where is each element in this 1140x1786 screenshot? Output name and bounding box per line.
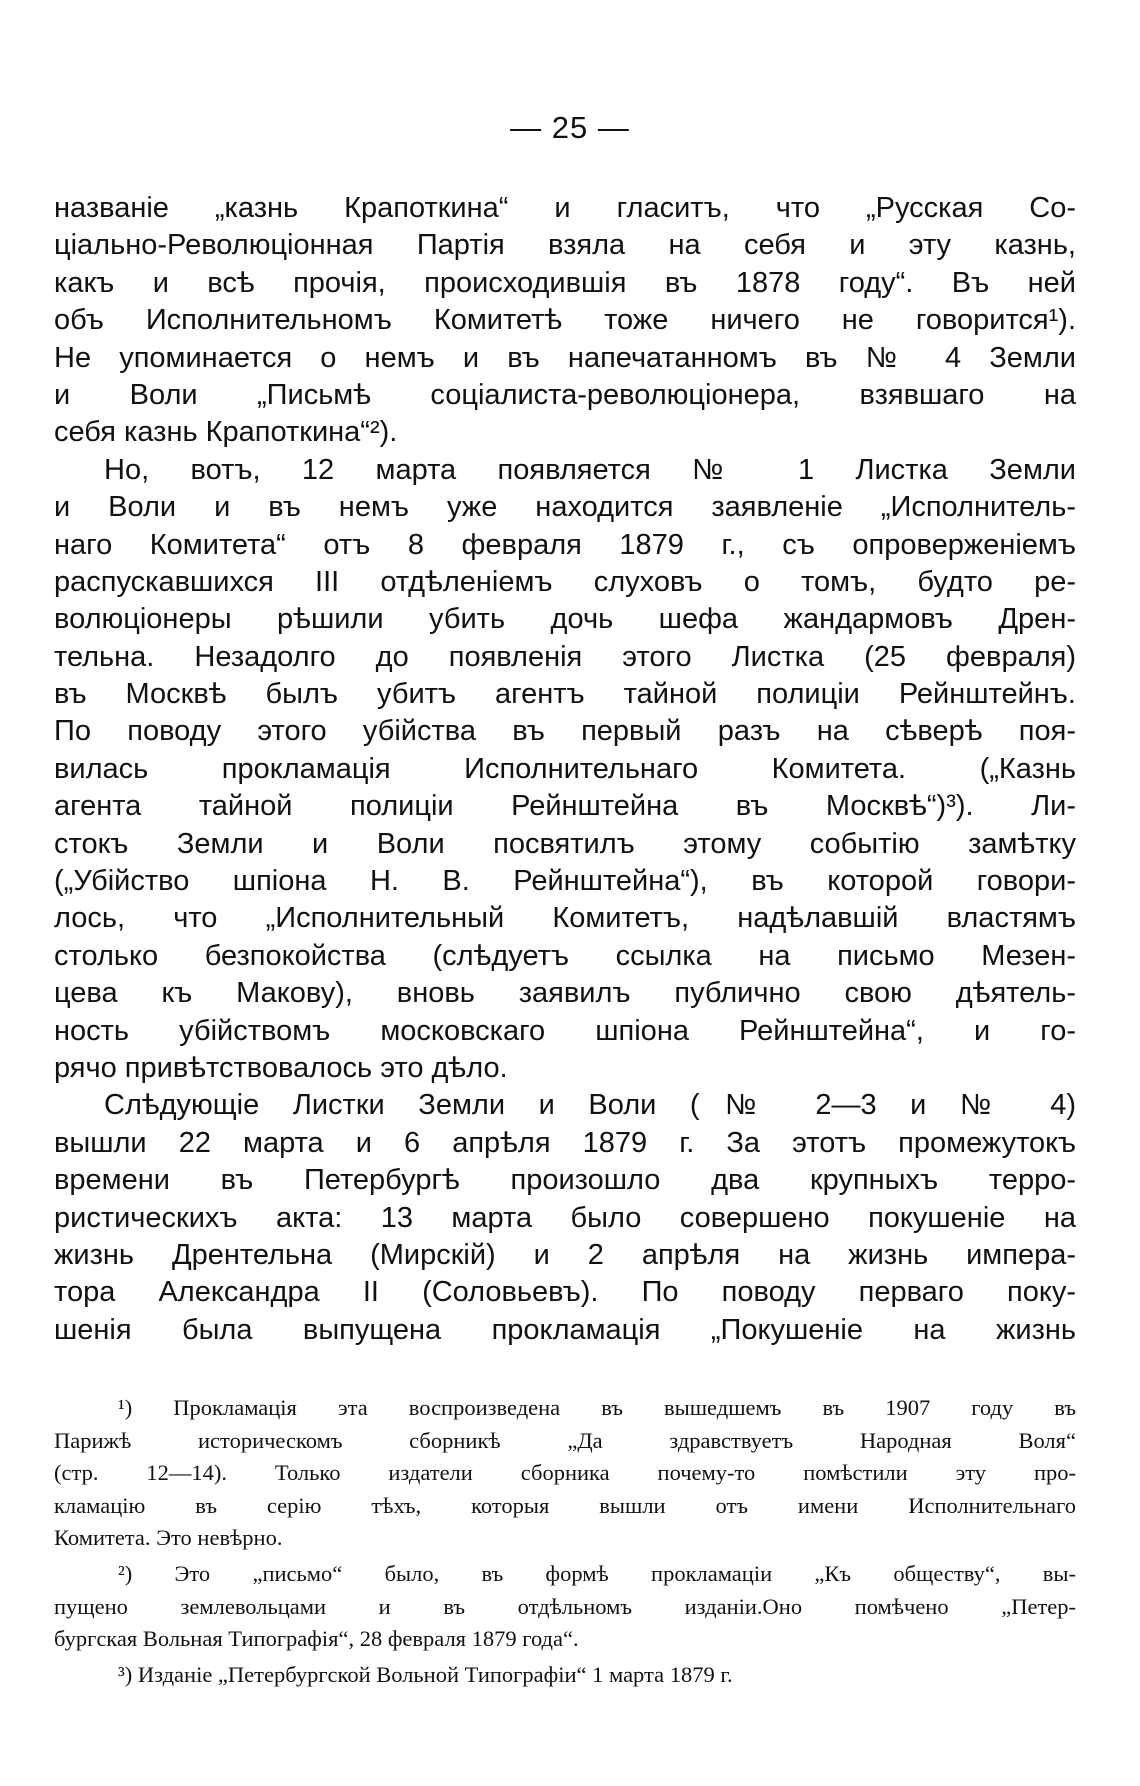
footnote-line: Парижѣ историческомъ сборникѣ „Да здравствуетъ Народная Воля“	[54, 1427, 1076, 1453]
text-line: себя казнь Крапоткина“²).	[54, 416, 398, 449]
text-line: („Убійство шпіона Н. В. Рейнштейна“), въ которой говори-	[54, 865, 1076, 898]
text-line: наго Комитета“ отъ 8 февраля 1879 г., съ опроверженіемъ	[54, 528, 1076, 561]
text-line: времени въ Петербургѣ произошло два крупныхъ терро-	[54, 1164, 1076, 1197]
footnotes	[54, 1392, 1076, 1691]
footnote-line: пущено землевольцами и въ отдѣльномъ изданіи.Оно помѣчено „Петер-	[54, 1593, 1076, 1619]
text-line: тора Александра II (Соловьевъ). По поводу перваго поку-	[54, 1276, 1076, 1309]
text-line: тельна. Незадолго до появленія этого Листка (25 февраля)	[54, 640, 1076, 673]
text-line: рячо привѣтствовалось это дѣло.	[54, 1051, 508, 1084]
text-line: Но, вотъ, 12 марта появляется № 1 Листка Земли	[104, 453, 1076, 486]
text-line: названіе „казнь Крапоткина“ и гласитъ, что „Русская Со-	[54, 192, 1076, 224]
text-line: цева къ Макову), вновь заявилъ публично свою дѣятель-	[54, 977, 1076, 1010]
footnote-line: ¹) Прокламація эта воспроизведена въ вышедшемъ въ 1907 году въ	[118, 1395, 1076, 1420]
text-line: какъ и всѣ прочія, происходившія въ 1878 году“. Въ ней	[54, 266, 1076, 299]
text-line: ціально-Революціонная Партія взяла на себя и эту казнь,	[54, 229, 1076, 262]
text-line: столько безпокойства (слѣдуетъ ссылка на письмо Мезен-	[54, 939, 1076, 972]
text-line: волюціонеры рѣшили убить дочь шефа жандармовъ Дрен-	[54, 603, 1076, 636]
text-line: вышли 22 марта и 6 апрѣля 1879 г. За этотъ промежутокъ	[54, 1126, 1076, 1159]
text-line: По поводу этого убійства въ первый разъ на сѣверѣ поя-	[54, 715, 1076, 748]
footnote-line: (стр. 12—14). Только издатели сборника почему-то помѣстили эту про-	[54, 1460, 1076, 1486]
text-line: распускавшихся III отдѣленіемъ слуховъ о томъ, будто ре-	[54, 565, 1076, 598]
text-line: стокъ Земли и Воли посвятилъ этому событію замѣтку	[54, 827, 1076, 860]
text-line: и Воли „Письмѣ соціалиста-революціонера, взявшаго на	[54, 378, 1076, 411]
footnote-line: ²) Это „письмо“ было, въ формѣ прокламаціи „Къ обществу“, вы-	[118, 1560, 1076, 1586]
footnote-line: ³) Изданіе „Петербургской Вольной Типографіи“ 1 марта 1879 г.	[118, 1661, 733, 1687]
footnote-line: кламацію въ серію тѣхъ, которыя вышли отъ имени Исполнительнаго	[54, 1492, 1076, 1518]
text-line: шенія была выпущена прокламація „Покушеніе на жизнь	[54, 1313, 1076, 1346]
footnote-line: бургская Вольная Типографія“, 28 февраля 1879 года“.	[54, 1626, 579, 1652]
footnote-line: Комитета. Это невѣрно.	[54, 1525, 283, 1551]
text-line: агента тайной полиціи Рейнштейна въ Москвѣ“)³). Ли-	[54, 790, 1076, 823]
text-line: лось, что „Исполнительный Комитетъ, надѣлавшій властямъ	[54, 902, 1076, 935]
text-line: ность убійствомъ московскаго шпіона Рейнштейна“, и го-	[54, 1014, 1076, 1047]
text-line: въ Москвѣ былъ убитъ агентъ тайной полиціи Рейнштейнъ.	[54, 678, 1076, 711]
text-line: вилась прокламація Исполнительнаго Комитета. („Казнь	[54, 752, 1076, 785]
page-number: — 25 —	[510, 110, 630, 145]
text-line: объ Исполнительномъ Комитетѣ тоже ничего не говорится¹).	[54, 304, 1076, 337]
text-line: ристическихъ акта: 13 марта было совершено покушеніе на	[54, 1201, 1076, 1234]
text-line: жизнь Дрентельна (Мирскій) и 2 апрѣля на жизнь импера-	[54, 1238, 1076, 1271]
text-line: Не упоминается о немъ и въ напечатанномъ въ № 4 Земли	[54, 341, 1076, 374]
body-text	[54, 190, 1076, 1349]
text-line: Слѣдующіе Листки Земли и Воли (№ 2—3 и № 4)	[104, 1089, 1076, 1122]
text-line: и Воли и въ немъ уже находится заявленіе „Исполнитель-	[54, 491, 1076, 524]
